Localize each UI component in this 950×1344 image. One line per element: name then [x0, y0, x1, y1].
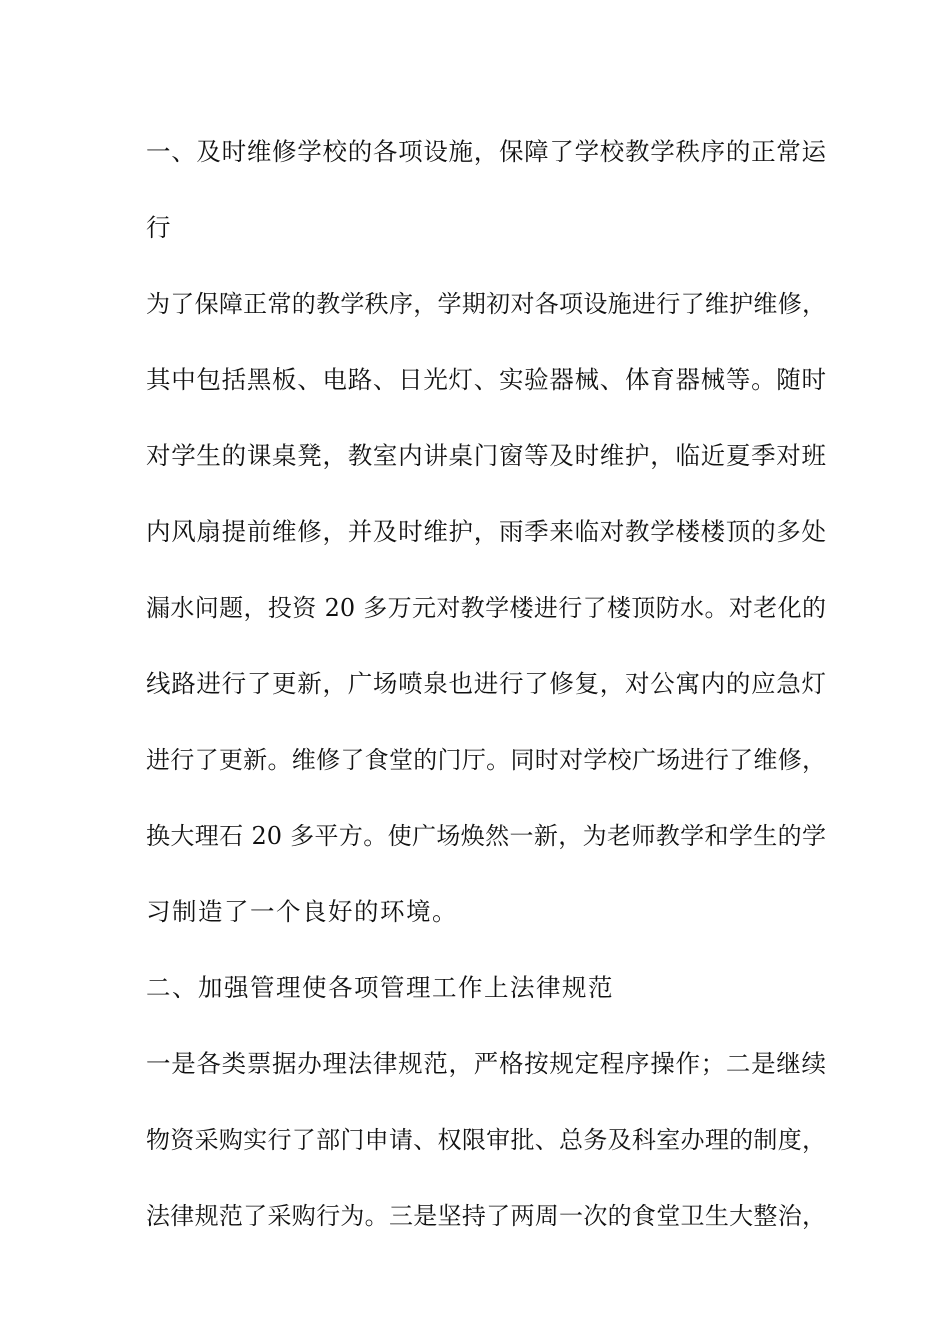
text-line-8: 线路进行了更新，广场喷泉也进行了修复，对公寓内的应急灯 — [146, 669, 826, 698]
text-line-11: 习制造了一个良好的环境。 — [146, 897, 458, 926]
body-text — [146, 129, 826, 1269]
text-line-2: 行 — [146, 213, 172, 242]
text-line-15: 法律规范了采购行为。三是坚持了两周一次的食堂卫生大整治， — [146, 1202, 826, 1230]
text-line-3: 为了保障正常的教学秩序，学期初对各项设施进行了维护维修， — [146, 290, 826, 318]
text-line-14: 物资采购实行了部门申请、权限审批、总务及科室办理的制度， — [146, 1126, 826, 1154]
section-heading-2: 二、加强管理使各项管理工作上法律规范 — [146, 973, 614, 1002]
text-line-10: 换大理石 20 多平方。使广场焕然一新，为老师教学和学生的学 — [146, 822, 826, 850]
text-line-9: 进行了更新。维修了食堂的门厅。同时对学校广场进行了维修， — [146, 746, 826, 774]
text-line-6: 内风扇提前维修，并及时维护，雨季来临对教学楼楼顶的多处 — [146, 517, 826, 546]
text-line-7: 漏水问题，投资 20 多万元对教学楼进行了楼顶防水。对老化的 — [146, 594, 826, 622]
text-line-5: 对学生的课桌凳，教室内讲桌门窗等及时维护，临近夏季对班 — [146, 441, 826, 470]
text-line-1: 一、及时维修学校的各项设施，保障了学校教学秩序的正常运 — [146, 137, 826, 166]
text-line-13: 一是各类票据办理法律规范，严格按规定程序操作；二是继续 — [146, 1049, 826, 1078]
text-line-4: 其中包括黑板、电路、日光灯、实验器械、体育器械等。随时 — [146, 365, 826, 394]
